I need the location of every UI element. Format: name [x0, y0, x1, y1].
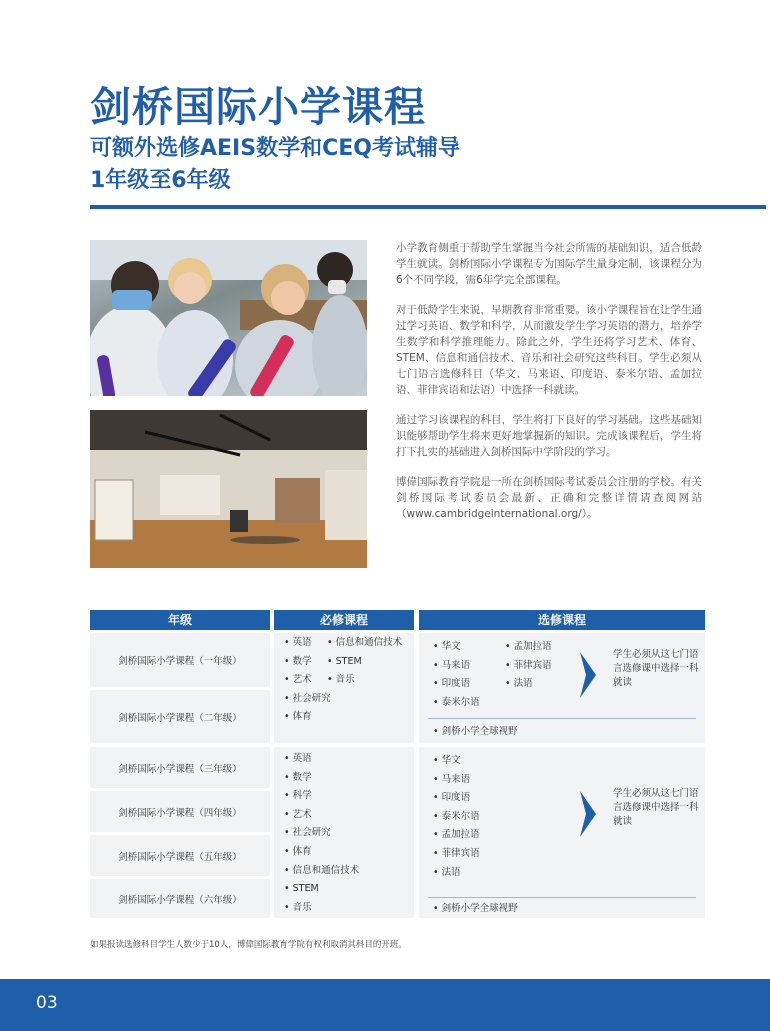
list-item: • 艺术 — [284, 674, 312, 686]
grade-cell-5: 剑桥国际小学课程（五年级） — [90, 835, 270, 876]
list-item: • 印度语 — [433, 678, 471, 690]
list-item: • 体育 — [284, 845, 312, 857]
list-item: • 信息和通信技术 — [327, 637, 403, 648]
list-item: • 孟加拉语 — [505, 641, 552, 652]
list-item: • 数学 — [284, 655, 312, 667]
elective-note-group2: 学生必须从这七门语言选修课中选择一科就读 — [613, 788, 699, 827]
list-item: • 英语 — [284, 637, 312, 648]
footer-bar — [0, 979, 770, 1031]
list-item: • STEM — [327, 655, 362, 667]
list-item: • 法语 — [433, 866, 461, 878]
grade-cell-3: 剑桥国际小学课程（三年级） — [90, 747, 270, 788]
grade-cell-2: 剑桥国际小学课程（二年级） — [90, 690, 270, 743]
list-item: • 马来语 — [433, 773, 471, 785]
intro-paragraph-3: 通过学习该课程的科目，学生将打下良好的学习基础。这些基础知识能够帮助学生将来更好地掌握新的知识。完成该课程后，学生将打下扎实的基础进入剑桥国际中学阶段的学习。 — [396, 414, 702, 458]
header-elective: 选修课程 — [419, 610, 705, 630]
header-grade: 年级 — [90, 610, 270, 630]
grade-range-subtitle: 1年级至6年级 — [90, 168, 231, 193]
header-core: 必修课程 — [274, 610, 414, 630]
intro-text — [396, 240, 702, 536]
core-list-group1-col2 — [327, 634, 402, 690]
chevron-right-icon — [580, 652, 596, 698]
intro-paragraph-1: 小学教育侧重于帮助学生掌握当今社会所需的基础知识，适合低龄学生就读。剑桥国际小学课程专为国际学生量身定制，该课程分为6个不同学段，需6年学完全部课程。 — [396, 242, 702, 286]
list-item: • 华文 — [433, 641, 461, 652]
list-item: • 菲律宾语 — [433, 847, 480, 859]
elective-list-group1-col2 — [505, 638, 552, 694]
grade-cell-6: 剑桥国际小学课程（六年级） — [90, 879, 270, 918]
list-item: • 华文 — [433, 755, 461, 766]
intro-paragraph-4: 博偉国际教育学院是一所在剑桥国际考试委员会注册的学校。有关剑桥国际考试委员会最新、正确和完整详情请查阅网站（www.cambridgeinternational.org/）。 — [396, 476, 702, 520]
list-item: • 马来语 — [433, 659, 471, 671]
list-item: • 音乐 — [284, 901, 312, 913]
page-subtitle: 可额外选修AEIS数学和CEQ考试辅导 — [90, 136, 460, 161]
grade-cell-4: 剑桥国际小学课程（四年级） — [90, 791, 270, 832]
list-item: • 科学 — [284, 790, 312, 802]
global-perspectives-group2: • 剑桥小学全球视野 — [433, 903, 518, 914]
list-item: • 信息和通信技术 — [284, 864, 360, 876]
title-divider — [90, 205, 766, 209]
list-item: • 艺术 — [284, 808, 312, 820]
list-item: • 菲律宾语 — [505, 659, 552, 671]
students-photo — [90, 240, 367, 396]
intro-paragraph-2: 对于低龄学生来说，早期教育非常重要。该小学课程旨在让学生通过学习英语、数学和科学，从而激发学生学习英语的潜力，培养学生数学和科学推理能力。除此之外，学生还将学习艺术、体育、STEM、信息和通信技术、音乐和社会研究这些科目。学生必须从七门语言选修科目（华文、马来语、印度语、泰米尔语、孟加拉语、菲律宾语和法语）中选择一科就读。 — [396, 304, 702, 396]
list-item: • 社会研究 — [284, 692, 331, 704]
elective-divider-group1 — [428, 718, 696, 719]
list-item: • 社会研究 — [284, 827, 331, 839]
list-item: • 泰米尔语 — [433, 810, 480, 822]
page-title: 剑桥国际小学课程 — [90, 83, 426, 131]
elective-list-group2 — [433, 752, 480, 882]
chevron-right-icon — [580, 791, 596, 837]
list-item: • 音乐 — [327, 674, 355, 686]
list-item: • 数学 — [284, 771, 312, 783]
elective-note-group1: 学生必须从这七门语言选修课中选择一科就读 — [613, 649, 699, 688]
list-item: • STEM — [284, 883, 319, 895]
list-item: • 泰米尔语 — [433, 696, 480, 708]
list-item: • 体育 — [284, 711, 312, 723]
elective-list-group1-col1 — [433, 638, 480, 712]
classroom-photo — [90, 410, 367, 568]
page-number: 03 — [36, 993, 58, 1013]
grade-cell-1: 剑桥国际小学课程（一年级） — [90, 633, 270, 687]
list-item: • 法语 — [505, 678, 533, 690]
global-perspectives-group1: • 剑桥小学全球视野 — [433, 726, 518, 737]
footnote: 如果报读选修科目学生人数少于10人，博偉国际教育学院有权利取消其科目的开班。 — [90, 940, 407, 950]
list-item: • 孟加拉语 — [433, 829, 480, 841]
list-item: • 印度语 — [433, 792, 471, 804]
core-list-group1-col1 — [284, 634, 331, 727]
list-item: • 英语 — [284, 753, 312, 764]
core-list-group2 — [284, 750, 359, 917]
elective-divider-group2 — [428, 897, 696, 898]
